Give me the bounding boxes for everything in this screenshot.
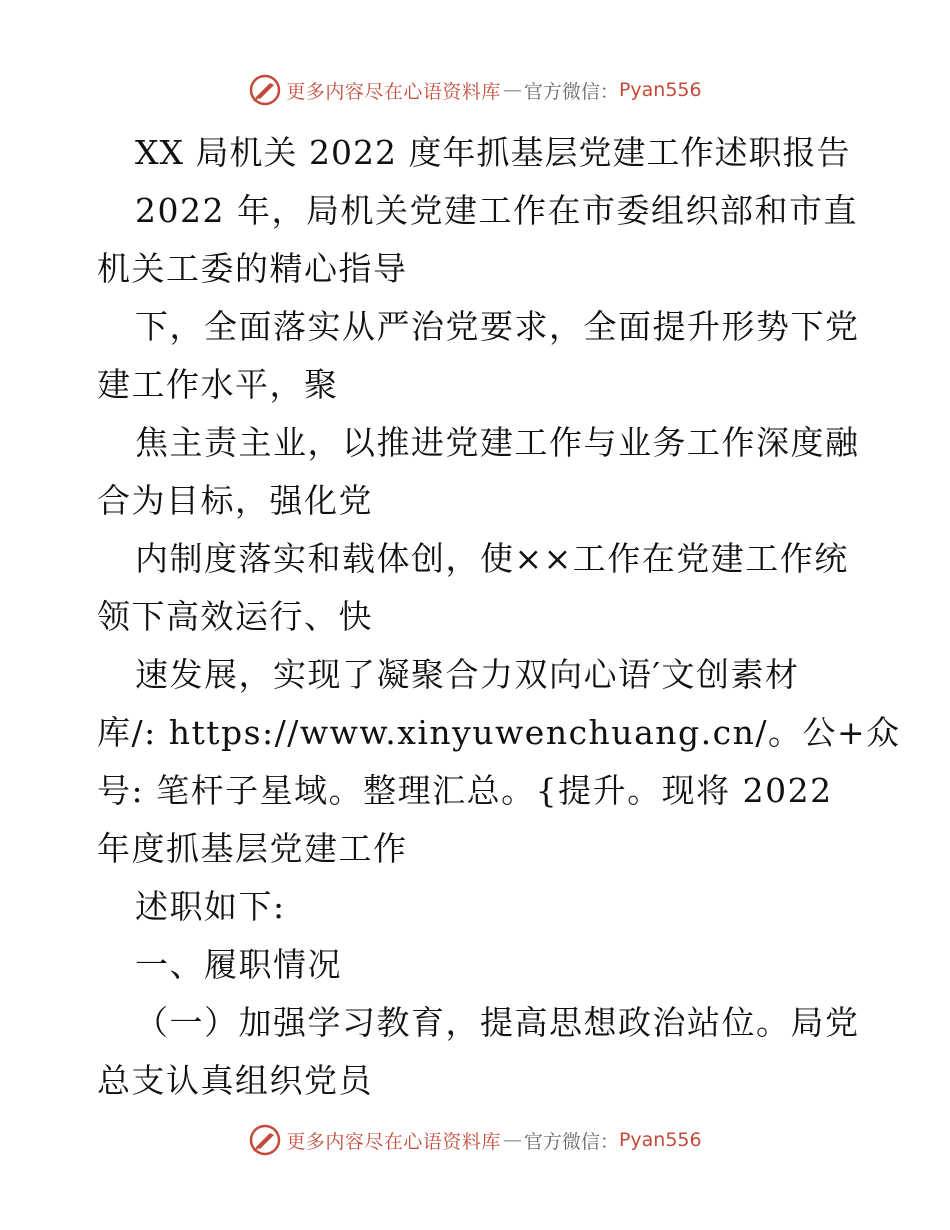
quill-pen-logo-icon	[248, 1123, 282, 1157]
watermark-dash: —	[502, 1129, 522, 1151]
quill-pen-logo-icon	[248, 73, 282, 107]
document-line: 述职如下:	[135, 887, 286, 926]
document-title: XX 局机关 2022 度年抓基层党建工作述职报告	[135, 133, 851, 172]
footer-watermark	[0, 1120, 950, 1160]
document-line: 年度抓基层党建工作	[97, 829, 408, 868]
document-lines	[97, 182, 901, 1110]
header-watermark	[0, 70, 950, 110]
document-line: 2022 年，局机关党建工作在市委组织部和市直	[135, 191, 858, 230]
document-line: 领下高效运行、快	[97, 597, 373, 636]
document-line: 号: 笔杆子星域。整理汇总。{提升。现将 2022	[97, 771, 833, 810]
document-line: 合为目标，强化党	[97, 481, 373, 520]
document-line: （一）加强学习教育，提高思想政治站位。局党	[135, 1003, 860, 1042]
watermark-official-label: 官方微信：	[523, 1130, 619, 1153]
document-line: 总支认真组织党员	[97, 1061, 373, 1100]
document-body	[97, 124, 901, 1110]
document-line: 下，全面落实从严治党要求，全面提升形势下党	[135, 307, 860, 346]
document-line: 机关工委的精心指导	[97, 249, 408, 288]
watermark-dash: —	[502, 79, 522, 101]
document-line: 内制度落实和载体创，使××工作在党建工作统	[135, 539, 849, 578]
document-line: 建工作水平，聚	[97, 365, 339, 404]
watermark-account: Pyan556	[618, 79, 702, 101]
watermark-text: 更多内容尽在心语资料库	[286, 80, 501, 103]
document-line: 一、履职情况	[135, 945, 342, 984]
watermark-account: Pyan556	[618, 1129, 702, 1151]
watermark-text: 更多内容尽在心语资料库	[286, 1130, 501, 1153]
document-line: 速发展，实现了凝聚合力双向心语′文创素材	[135, 655, 800, 694]
document-line: 库/: https://www.xinyuwenchuang.cn/。公+众	[97, 713, 901, 752]
document-line: 焦主责主业，以推进党建工作与业务工作深度融	[135, 423, 860, 462]
watermark-official-label: 官方微信：	[523, 80, 619, 103]
